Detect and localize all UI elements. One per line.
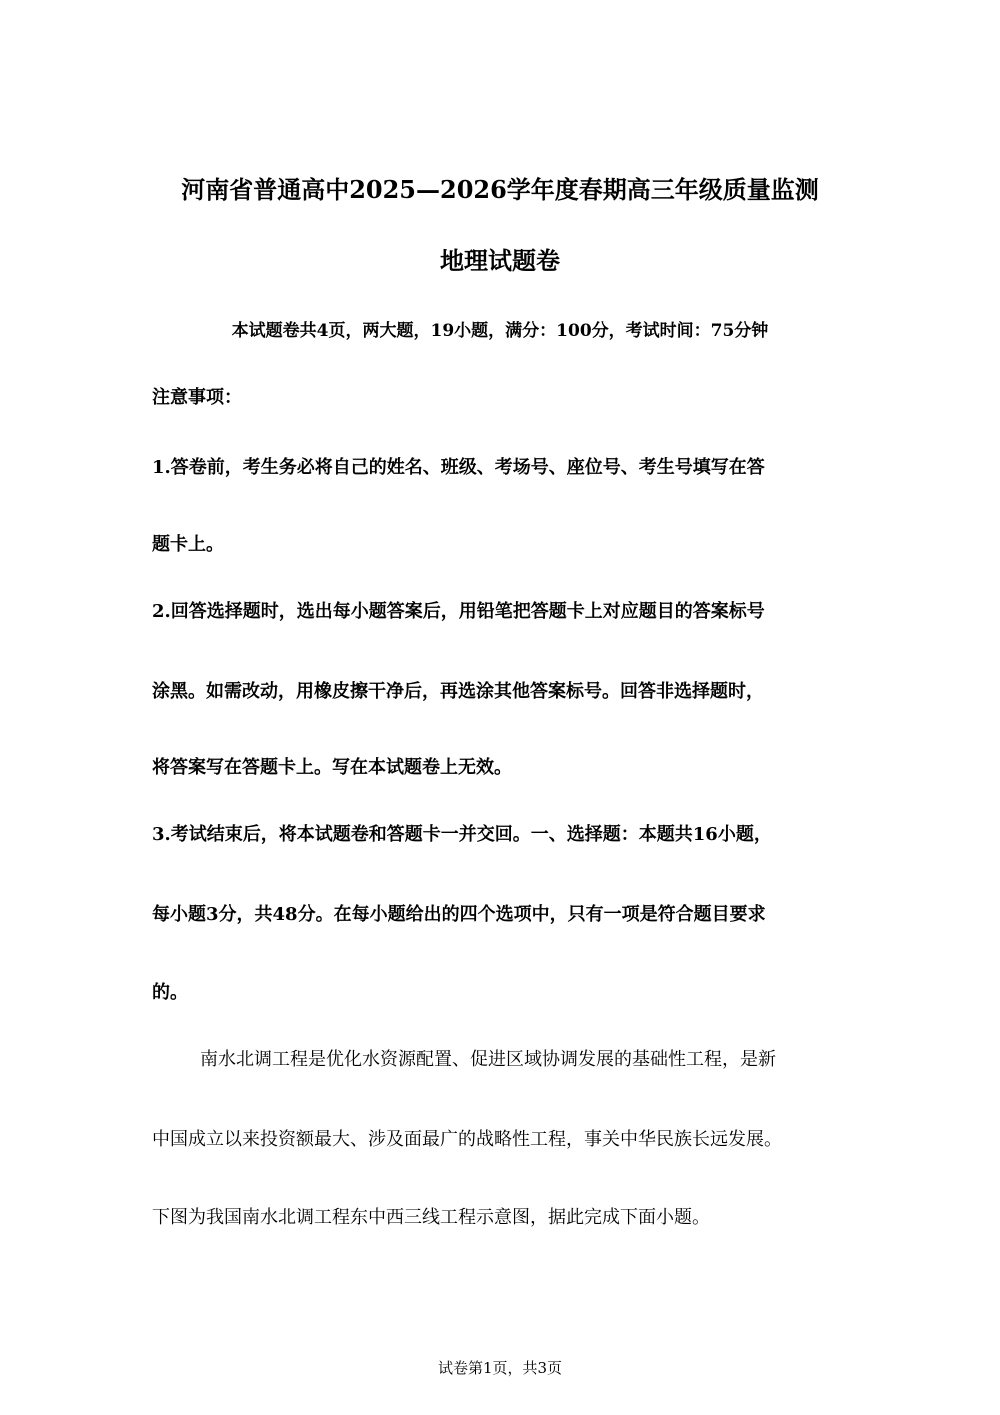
instruction-line: 的。 [152, 982, 188, 1003]
instruction-line: 2.回答选择题时，选出每小题答案后，用铅笔把答题卡上对应题目的答案标号 [152, 601, 765, 622]
instruction-line: 每小题3分，共48分。在每小题给出的四个选项中，只有一项是符合题目要求 [152, 904, 766, 925]
exam-title: 河南省普通高中2025—2026学年度春期高三年级质量监测 [181, 175, 819, 204]
instruction-line: 题卡上。 [152, 534, 224, 555]
notice-heading: 注意事项： [152, 387, 242, 408]
instruction-line: 3.考试结束后，将本试题卷和答题卡一并交回。一、选择题：本题共16小题， [152, 824, 772, 845]
instruction-line: 将答案写在答题卡上。写在本试题卷上无效。 [152, 757, 512, 778]
passage-line: 南水北调工程是优化水资源配置、促进区域协调发展的基础性工程，是新 [200, 1049, 776, 1070]
instruction-line: 1.答卷前，考生务必将自己的姓名、班级、考场号、座位号、考生号填写在答 [152, 457, 765, 478]
instruction-line: 涂黑。如需改动，用橡皮擦干净后，再选涂其他答案标号。回答非选择题时， [152, 681, 764, 702]
passage-line: 中国成立以来投资额最大、涉及面最广的战略性工程，事关中华民族长远发展。 [152, 1129, 782, 1150]
exam-subtitle: 地理试题卷 [440, 246, 560, 275]
passage-line: 下图为我国南水北调工程东中西三线工程示意图，据此完成下面小题。 [152, 1207, 710, 1228]
page-footer: 试卷第1页，共3页 [437, 1359, 563, 1377]
exam-info: 本试题卷共4页，两大题，19小题，满分：100分，考试时间：75分钟 [231, 321, 769, 341]
